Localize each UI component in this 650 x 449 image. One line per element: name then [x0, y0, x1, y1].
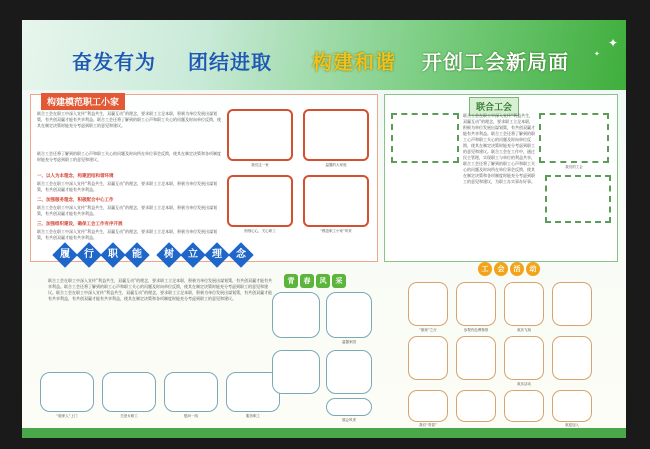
photo-frame [164, 372, 218, 412]
slogan-2: 团结进取 [188, 50, 272, 74]
slogan-3: 构建和谐 [312, 50, 396, 74]
photo-frame [303, 175, 369, 227]
badge: 采 [332, 274, 346, 288]
photo-frame [326, 350, 372, 394]
photo-caption: 欢迎加入 [565, 423, 579, 427]
model-home-intro: 联合工会在职工中深入宣传“利益共生，双赢互动”的理念，要求职工立足本职，积极为单位发展出谋划策，有共创双赢才能有共享利益。联合工会还将了解到的职工心声和职工关心的问题及时向单位反馈，使其在制定决策时能充分考虑到职工的意见和建议。 [37, 111, 221, 128]
photo-frame [552, 390, 592, 422]
union-title: 联合工会 [469, 97, 519, 116]
photo-caption: 我们这一家 [251, 163, 269, 167]
badge: 活 [510, 262, 524, 276]
photo-caption: “模范职工小家”风采 [320, 229, 352, 233]
sparkle-icon: ✦ [594, 50, 600, 58]
badge: 工 [478, 262, 492, 276]
photo-caption: 欢乐活动 [517, 382, 531, 386]
subheading-2-text: 联合工会在职工中深入宣传“利益共生，双赢互动”的理念，要求职工立足本职，积极为单位发展出谋划策，有共创双赢才能有共享利益。 [37, 205, 218, 216]
photo-caption: 我们“青春” [419, 423, 437, 427]
photo-caption: 慰问一线 [184, 414, 198, 418]
photo-frame [504, 282, 544, 326]
model-home-title: 构建模范职工小家 [41, 93, 125, 110]
badge: 青 [284, 274, 298, 288]
badge: 风 [316, 274, 330, 288]
photo-frame [456, 336, 496, 380]
photo-caption: “娘家”之行 [419, 328, 437, 332]
photo-caption: 展会风采 [342, 418, 356, 422]
photo-frame [545, 175, 611, 223]
bulletin-board: 奋发有为 团结进取 构建和谐 开创工会新局面 ✦ ✦ 构建模范职工小家 联合工会在职工中深入宣传“利益共生，双赢互动”的理念，要求职工立足本职，积极为单位发展出谋划策，有共创双赢才能有共享利益。联合工会还将了解到的职工心声和职工关心的问题及时向单位反馈，使其在制定决策时能充分考虑到职工的意见和建议。 联合工会还将了解到的职工心声和职工关心的问题及时向所在单位事会反馈，使其在制定决策和各项制度时能充分考虑到职工的意见和建议。 一、以人为本理念，构建团结和谐环境 联合工会在职工中深入宣传“利益共生，双赢互动”的理念，要求职工立足本职，积极为单位发展出谋划策，有共创双赢才能有共享利益。 二、加强服务理念，积极配合中心工作 联合工会在职工中深入宣传“利益共生，双赢互动”的理念，要求职工立足本职，积极为单位发展出谋划策，有共创双赢才能有共享利益。 三、加强组织建设，确保工会工作有序开展 联合工会在职工中深入宣传“利益共生，双赢互动”的理念，要求职工立足本职，积极为单位发展出谋划策，有共创双赢才能有共享利益。 我们这一家 温馨的大家庭 细细心心，关心职工 “模范职工小家”风采 联合工会 联合工会在职工中深入宣传“利益共生，双赢互动”的理念，要求职工立足本职，积极为单位发展出谋划策，有共创双赢才能有共享利益。联合工会还将了解到的职工心声和职工关心的问题及时向单位反馈，使其在制定决策时能充分考虑到职工的意见和建议。联合工会在工作中，通过民主管理，实现职工与单位的利益共享，联合工会还将了解到的职工心声和职工关心的问题及时向所在单位事会反馈，使其在制定决策和各项制度时能充分考虑到职工的意见和建议，为职工办实事办好事。 我们的工会 履 行 职 能 树 立 理 念 联合工会在职工中深入宣传“利益共生，双赢互动”的理念，要求职工立足本职，积极为单位发展出谋划策，有共创双赢才能有共享利益。联合工会还将了解到的职工心声和职工关心的问题及时向单位反馈，使其在制定决策时能充分考虑到职工的意见和建议。联合工会在职工中深入宣传“利益共生，双赢互动”的理念，要求职工立足本职，积极为单位发展出谋划策，有共创双赢才能有共享利益，有共创双赢才能有共享利益，使其在制定决策和各项制度时能充分考虑到职工的意见和建议。 “娘家人”上门 关爱女职工 慰问一线 服务职工 青 春 风 采 温馨家园 展会风采 工 会 活 动 “娘家”之行 参观有色博物馆 欢乐飞扬 欢乐活动 我们“青春” 欢迎加入 [22, 20, 626, 438]
photo-frame [539, 113, 609, 163]
photo-caption: 服务职工 [246, 414, 260, 418]
slogan-1: 奋发有为 [72, 50, 156, 74]
photo-caption: 温馨的大家庭 [325, 163, 347, 167]
photo-frame [552, 282, 592, 326]
model-home-intro-2: 联合工会还将了解到的职工心声和职工关心的问题及时向所在单位事会反馈，使其在制定决策和各项制度时能充分考虑到职工的意见和建议。 [37, 151, 221, 162]
badge: 会 [494, 262, 508, 276]
subheading-2: 二、加强服务理念，积极配合中心工作 [37, 198, 114, 203]
badge: 春 [300, 274, 314, 288]
photo-caption: 欢乐飞扬 [517, 328, 531, 332]
photo-caption: 关爱女职工 [120, 414, 138, 418]
model-home-panel [30, 94, 378, 262]
photo-frame [227, 109, 293, 161]
photo-frame [272, 350, 320, 394]
photo-frame [408, 336, 448, 380]
photo-frame [227, 175, 293, 227]
photo-frame [391, 113, 459, 163]
footer-strip [22, 428, 626, 438]
photo-frame [456, 390, 496, 422]
photo-frame [552, 336, 592, 380]
photo-caption: 细细心心，关心职工 [244, 229, 276, 233]
union-panel [384, 94, 618, 262]
photo-frame [303, 109, 369, 161]
photo-frame [272, 292, 320, 338]
photo-frame [102, 372, 156, 412]
subheading-3-text: 联合工会在职工中深入宣传“利益共生，双赢互动”的理念，要求职工立足本职，积极为单位发展出谋划策，有共创双赢才能有共享利益。 [37, 229, 218, 240]
slogan-4: 开创工会新局面 [422, 50, 569, 74]
subheading-1-text: 联合工会在职工中深入宣传“利益共生，双赢互动”的理念，要求职工立足本职，积极为单位发展出谋划策，有共创双赢才能有共享利益。 [37, 181, 218, 192]
photo-frame [326, 398, 372, 416]
badge: 动 [526, 262, 540, 276]
photo-caption: 参观有色博物馆 [463, 328, 489, 332]
photo-caption: “娘家人”上门 [56, 414, 78, 418]
subheading-3: 三、加强组织建设，确保工会工作有序开展 [37, 222, 123, 227]
header-banner [22, 20, 626, 90]
photo-frame [504, 336, 544, 380]
duty-text: 联合工会在职工中深入宣传“利益共生，双赢互动”的理念，要求职工立足本职，积极为单位发展出谋划策，有共创双赢才能有共享利益。联合工会还将了解到的职工心声和职工关心的问题及时向单位反馈，使其在制定决策时能充分考虑到职工的意见和建议。联合工会在职工中深入宣传“利益共生，双赢互动”的理念，要求职工立足本职，积极为单位发展出谋划策，有共创双赢才能有共享利益，有共创双赢才能有共享利益，使其在制定决策和各项制度时能充分考虑到职工的意见和建议。 [48, 278, 273, 301]
photo-frame [504, 390, 544, 422]
photo-caption: 我们的工会 [565, 165, 583, 169]
photo-frame [326, 292, 372, 338]
photo-frame [456, 282, 496, 326]
photo-frame [408, 390, 448, 422]
sparkle-icon: ✦ [608, 36, 619, 50]
subheading-1: 一、以人为本理念，构建团结和谐环境 [37, 174, 114, 179]
photo-frame [40, 372, 94, 412]
photo-caption: 温馨家园 [342, 340, 356, 344]
photo-frame [408, 282, 448, 326]
union-text: 联合工会在职工中深入宣传“利益共生，双赢互动”的理念，要求职工立足本职，积极为单位发展出谋划策，有共创双赢才能有共享利益。联合工会还将了解到的职工心声和职工关心的问题及时向单位反馈，使其在制定决策时能充分考虑到职工的意见和建议。联合工会在工作中，通过民主管理，实现职工与单位的利益共享，联合工会还将了解到的职工心声和职工关心的问题及时向所在单位事会反馈，使其在制定决策和各项制度时能充分考虑到职工的意见和建议，为职工办实事办好事。 [463, 113, 535, 184]
